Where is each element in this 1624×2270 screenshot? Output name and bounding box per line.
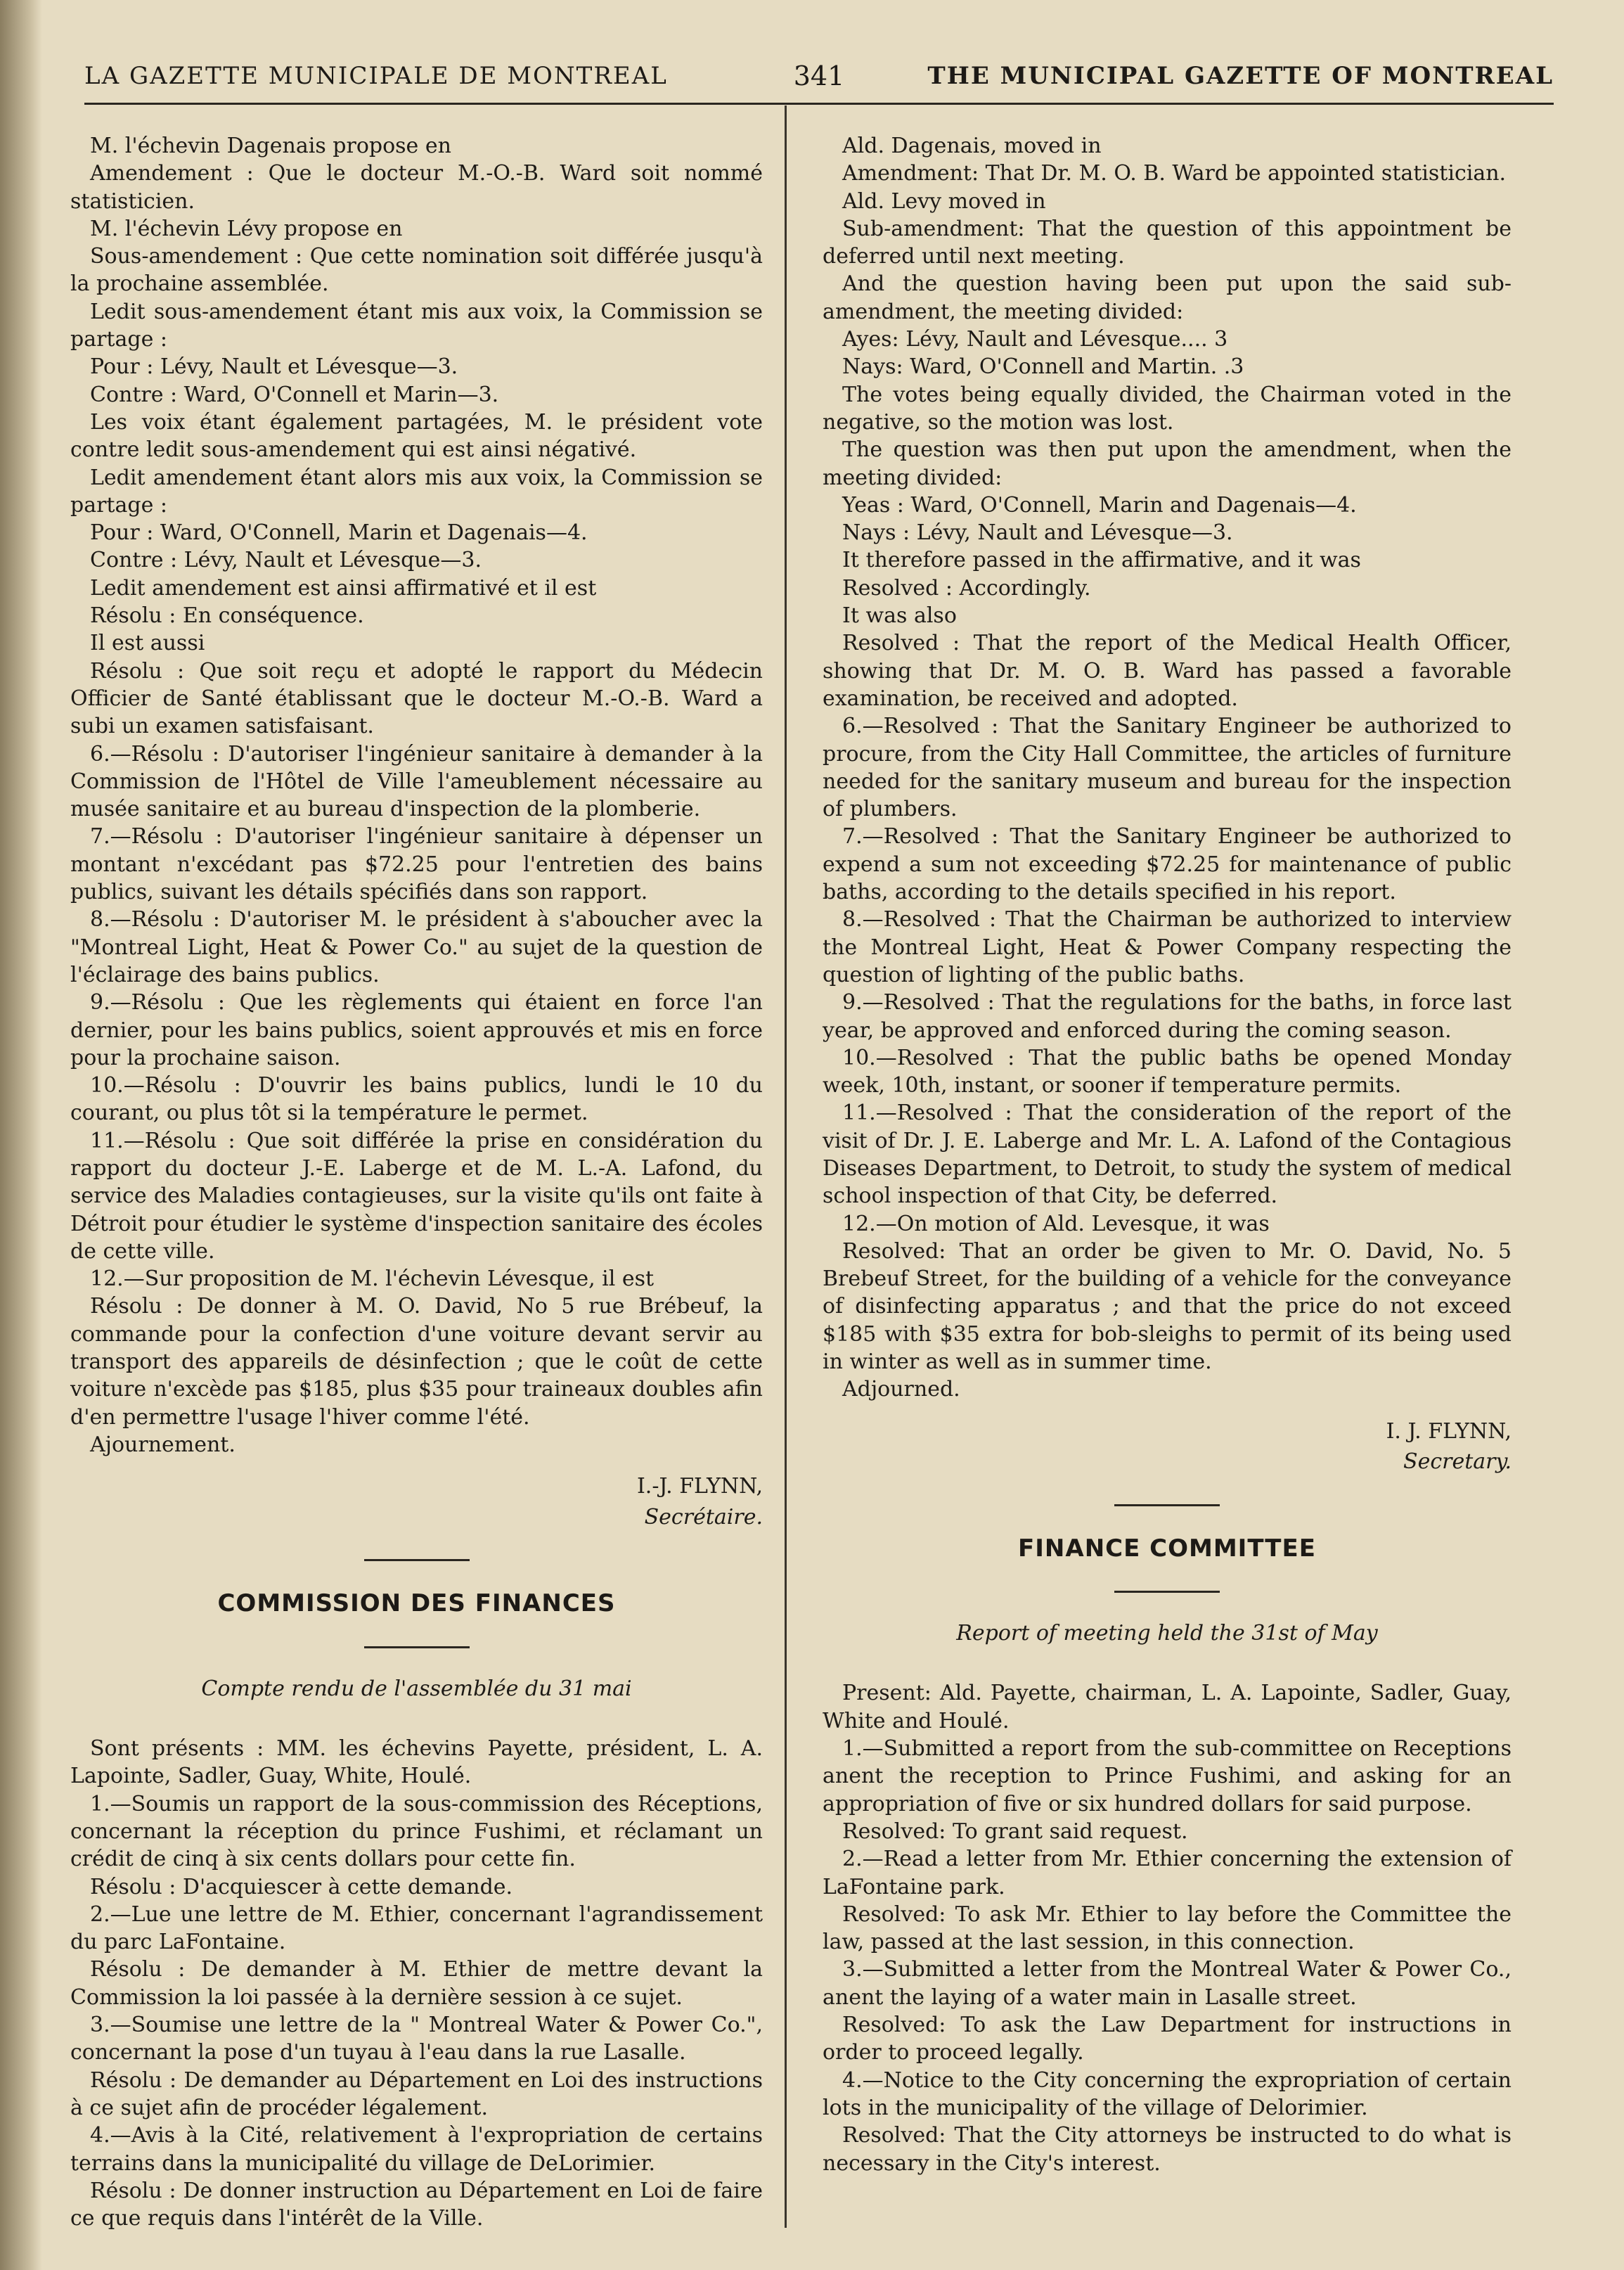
- paragraph: 8.—Resolved : That the Chairman be authorized to interview the Montreal Light, Heat & Power Company respecting the question of lighting of the public baths.: [823, 907, 1512, 987]
- paragraph: Résolu : De demander au Département en Loi des instructions à ce sujet afin de procéder légalement.: [70, 2067, 763, 2120]
- paragraph: Contre : Ward, O'Connell et Marin—3.: [90, 382, 499, 407]
- paragraph: Contre : Lévy, Nault et Lévesque—3.: [90, 548, 482, 573]
- paragraph: Resolved : Accordingly.: [842, 575, 1091, 601]
- paragraph: 7.—Résolu : D'autoriser l'ingénieur sanitaire à dépenser un montant n'excédant pas $72.25 pour l'entretien des bains publics, suivant les détails spécifiés dans son rapport.: [70, 824, 763, 905]
- english-signature-title: Secretary.: [1403, 1449, 1512, 1475]
- header-french-title: LA GAZETTE MUNICIPALE DE MONTREAL: [84, 62, 668, 90]
- paragraph: 1.—Submitted a report from the sub-committee on Receptions anent the reception to Prince Fushimi, and asking for an appropriation of five or six hundred dollars for said purpose.: [823, 1736, 1512, 1816]
- spacer: [70, 1702, 763, 1735]
- paragraph: Il est aussi: [90, 631, 205, 656]
- paragraph: M. l'échevin Dagenais propose en: [90, 134, 451, 158]
- french-signature: [70, 1471, 763, 1532]
- paragraph: Ajournement.: [90, 1432, 236, 1457]
- paragraph: 4.—Notice to the City concerning the expropriation of certain lots in the municipality of the village of Delorimier.: [823, 2067, 1512, 2120]
- paragraph: 2.—Lue une lettre de M. Ethier, concernant l'agrandissement du parc LaFontaine.: [70, 1902, 763, 1955]
- english-signature-name: I. J. FLYNN,: [1386, 1418, 1512, 1444]
- paragraph: Yeas : Ward, O'Connell, Marin and Dagenais—4.: [842, 492, 1357, 518]
- paragraph: 10.—Resolved : That the public baths be opened Monday week, 10th, instant, or sooner if temperature permits.: [823, 1045, 1512, 1098]
- paragraph: Ledit sous-amendement étant mis aux voix, la Commission se partage :: [70, 299, 763, 352]
- paragraph: The votes being equally divided, the Chairman voted in the negative, so the motion was lost.: [823, 382, 1512, 435]
- paragraph: 11.—Résolu : Que soit différée la prise en considération du rapport du docteur J.-E. Laberge et de M. L.-A. Lafond, du service des Maladies contagieuses, sur la visite qu'ils ont faite à Détroit pour étudier le système d'inspection sanitaire des écoles de cette ville.: [70, 1128, 763, 1264]
- paragraph: Resolved: To ask Mr. Ethier to lay before the Committee the law, passed at the last session, in this connection.: [823, 1902, 1512, 1955]
- paragraph: 3.—Soumise une lettre de la " Montreal Water & Power Co.", concernant la pose d'un tuyau à l'eau dans la rue Lasalle.: [70, 2013, 763, 2065]
- paragraph: Les voix étant également partagées, M. le président vote contre ledit sous-amendement qui est ainsi négativé.: [70, 409, 763, 463]
- section-separator: [1114, 1504, 1220, 1506]
- paragraph: Ledit amendement étant alors mis aux voix, la Commission se partage :: [70, 465, 763, 518]
- paragraph: 1.—Soumis un rapport de la sous-commission des Réceptions, concernant la réception du prince Fushimi, et réclamant un crédit de cinq à six cents dollars pour cette fin.: [70, 1791, 763, 1872]
- english-signature: [823, 1416, 1512, 1477]
- page-number: 341: [793, 60, 845, 91]
- paragraph: 9.—Résolu : Que les règlements qui étaient en force l'an dernier, pour les bains publics, soient approuvés et mis en force pour la prochaine saison.: [70, 990, 763, 1070]
- header-rule: [84, 103, 1554, 105]
- paragraph: Nays : Lévy, Nault and Lévesque—3.: [842, 520, 1233, 546]
- paragraph: Résolu : Que soit reçu et adopté le rapport du Médecin Officier de Santé établissant que le docteur M.-O.-B. Ward a subi un examen satisfaisant.: [70, 658, 763, 739]
- paragraph: M. l'échevin Lévy propose en: [90, 216, 403, 241]
- paragraph: 7.—Resolved : That the Sanitary Engineer be authorized to expend a sum not exceeding $72.25 for maintenance of public baths, according to the details specified in his report.: [823, 824, 1512, 905]
- section-separator: [364, 1646, 470, 1648]
- english-finance-minutes: [823, 1679, 1512, 2176]
- paragraph: Nays: Ward, O'Connell and Martin. .3: [842, 354, 1244, 380]
- paragraph: Ledit amendement est ainsi affirmativé et il est: [90, 575, 597, 601]
- paragraph: Amendement : Que le docteur M.-O.-B. Ward soit nommé statisticien.: [70, 161, 763, 214]
- section-separator: [364, 1559, 470, 1561]
- paragraph: Present: Ald. Payette, chairman, L. A. Lapointe, Sadler, Guay, White and Houlé.: [823, 1681, 1512, 1733]
- french-minutes: [70, 132, 763, 1458]
- paragraph: Resolved: To grant said request.: [842, 1819, 1188, 1844]
- paragraph: Resolved: That the City attorneys be instructed to do what is necessary in the City's interest.: [823, 2123, 1512, 2176]
- paragraph: Amendment: That Dr. M. O. B. Ward be appointed statistician.: [842, 161, 1507, 186]
- paragraph: Resolved: That an order be given to Mr. O. David, No. 5 Brebeuf Street, for the building of a vehicle for the conveyance of disinfecting apparatus ; and that the price do not exceed $185 with $35 extra for bob-sleighs to permit of its being used in winter as well as in summer time.: [823, 1238, 1512, 1375]
- french-column: [70, 132, 763, 2232]
- french-section-title: COMMISSION DES FINANCES: [217, 1589, 616, 1618]
- paragraph: Sub-amendment: That the question of this appointment be deferred until next meeting.: [823, 216, 1512, 269]
- paragraph: 6.—Resolved : That the Sanitary Engineer be authorized to procure, from the City Hall Committee, the articles of furniture needed for the sanitary museum and bureau for the inspection of plumbers.: [823, 714, 1512, 822]
- paragraph: The question was then put upon the amendment, when the meeting divided:: [823, 437, 1512, 490]
- paragraph: 6.—Résolu : D'autoriser l'ingénieur sanitaire à demander à la Commission de l'Hôtel de Ville l'ameublement nécessaire au musée sanitaire et au bureau d'inspection de la plomberie.: [70, 741, 763, 822]
- page-spine-shadow: [0, 0, 42, 2270]
- header-english-title: THE MUNICIPAL GAZETTE OF MONTREAL: [927, 62, 1554, 90]
- paragraph: Sous-amendement : Que cette nomination soit différée jusqu'à la prochaine assemblée.: [70, 244, 763, 297]
- paragraph: It was also: [842, 603, 957, 629]
- paragraph: Sont présents : MM. les échevins Payette, président, L. A. Lapointe, Sadler, Guay, White, Houlé.: [70, 1736, 763, 1789]
- french-finance-minutes: [70, 1735, 763, 2232]
- paragraph: Résolu : De demander à M. Ethier de mettre devant la Commission la loi passée à la dernière session à ce sujet.: [70, 1957, 763, 2010]
- column-divider: [785, 105, 787, 2228]
- french-signature-title: Secrétaire.: [644, 1504, 763, 1530]
- paragraph: 12.—Sur proposition de M. l'échevin Lévesque, il est: [90, 1267, 655, 1292]
- spacer: [823, 1647, 1512, 1679]
- paragraph: Ald. Levy moved in: [842, 188, 1046, 214]
- english-section-title: FINANCE COMMITTEE: [1018, 1534, 1316, 1563]
- paragraph: 8.—Résolu : D'autoriser M. le président à s'aboucher avec la "Montreal Light, Heat & Power Co." au sujet de la question de l'éclairage des bains publics.: [70, 907, 763, 987]
- paragraph: Résolu : En conséquence.: [90, 603, 364, 629]
- french-section-subtitle: Compte rendu de l'assemblée du 31 mai: [201, 1676, 632, 1701]
- paragraph: Pour : Ward, O'Connell, Marin et Dagenais—4.: [90, 520, 588, 546]
- paragraph: Ald. Dagenais, moved in: [842, 134, 1102, 158]
- paragraph: 12.—On motion of Ald. Levesque, it was: [842, 1211, 1270, 1236]
- paragraph: Resolved : That the report of the Medical Health Officer, showing that Dr. M. O. B. Ward has passed a favorable examination, be received and adopted.: [823, 631, 1512, 711]
- paragraph: 9.—Resolved : That the regulations for the baths, in force last year, be approved and enforced during the coming season.: [823, 990, 1512, 1043]
- paragraph: Résolu : De donner instruction au Département en Loi de faire ce que requis dans l'intérêt de la Ville.: [70, 2178, 763, 2231]
- paragraph: Résolu : De donner à M. O. David, No 5 rue Brébeuf, la commande pour la confection d'une voiture devant servir au transport des appareils de désinfection ; que le coût de cette voiture n'excède pas $185, plus $35 pour traineaux doubles afin d'en permettre l'usage l'hiver comme l'été.: [70, 1294, 763, 1430]
- english-column: [823, 132, 1512, 2177]
- running-header: [84, 51, 1554, 100]
- english-minutes: [823, 132, 1512, 1404]
- paragraph: Résolu : D'acquiescer à cette demande.: [90, 1874, 513, 1899]
- paragraph: Adjourned.: [842, 1377, 960, 1402]
- paragraph: 3.—Submitted a letter from the Montreal Water & Power Co., anent the laying of a water main in Lasalle street.: [823, 1957, 1512, 2010]
- english-section-subtitle: Report of meeting held the 31st of May: [956, 1621, 1378, 1646]
- paragraph: Pour : Lévy, Nault et Lévesque—3.: [90, 354, 458, 380]
- paragraph: Ayes: Lévy, Nault and Lévesque.... 3: [842, 327, 1228, 352]
- paragraph: 4.—Avis à la Cité, relativement à l'expropriation de certains terrains dans la municipalité du village de DeLorimier.: [70, 2123, 763, 2176]
- paragraph: It therefore passed in the affirmative, and it was: [842, 548, 1361, 573]
- paragraph: And the question having been put upon the said sub-amendment, the meeting divided:: [823, 271, 1512, 324]
- paragraph: 2.—Read a letter from Mr. Ethier concerning the extension of LaFontaine park.: [823, 1847, 1512, 1899]
- paragraph: Resolved: To ask the Law Department for instructions in order to proceed legally.: [823, 2013, 1512, 2065]
- section-separator: [1114, 1591, 1220, 1593]
- french-signature-name: I.-J. FLYNN,: [636, 1474, 763, 1499]
- paragraph: 10.—Résolu : D'ouvrir les bains publics, lundi le 10 du courant, ou plus tôt si la température le permet.: [70, 1073, 763, 1126]
- paragraph: 11.—Resolved : That the consideration of the report of the visit of Dr. J. E. Laberge and Mr. L. A. Lafond of the Contagious Diseases Department, to Detroit, to study the system of medical school inspection of that City, be deferred.: [823, 1101, 1512, 1209]
